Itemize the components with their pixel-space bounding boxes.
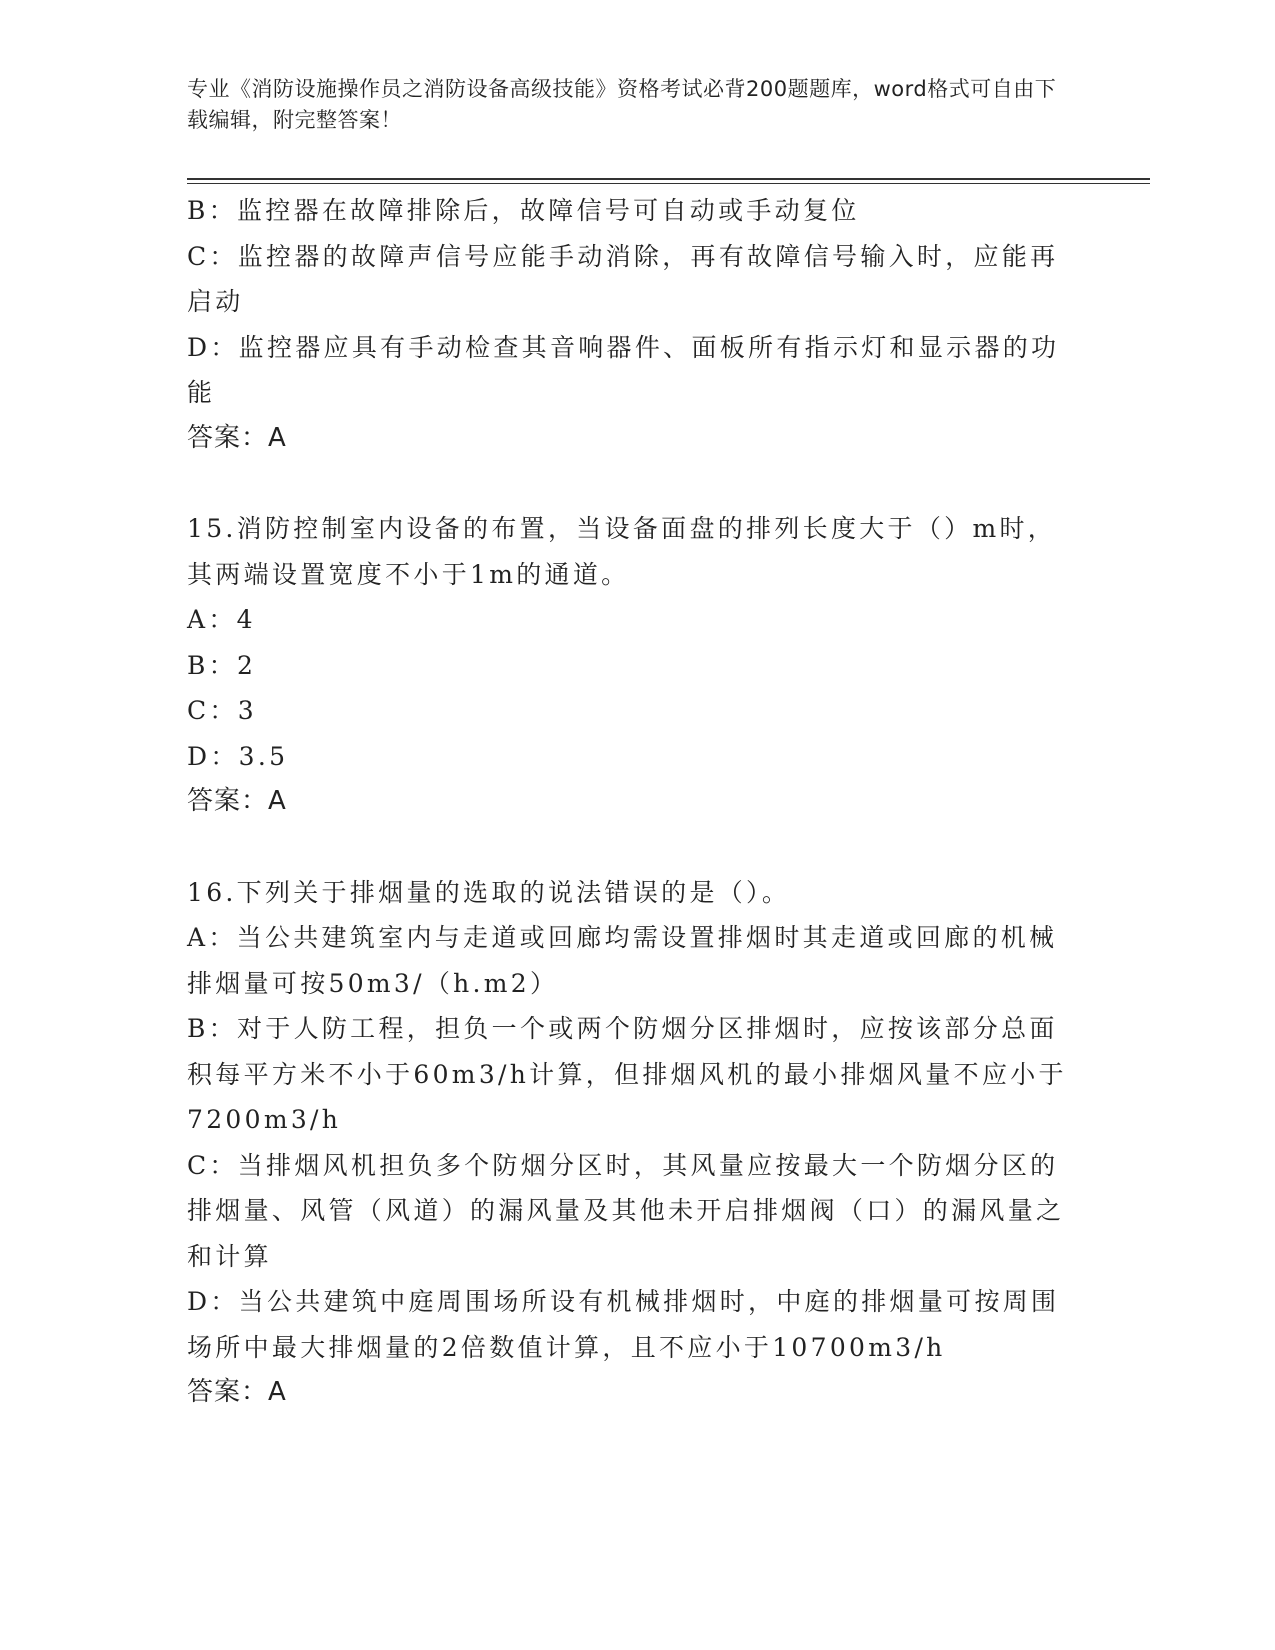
- option-c: C：当排烟风机担负多个防烟分区时，其风量应按最大一个防烟分区的排烟量、风管（风道）的漏风量及其他未开启排烟阀（口）的漏风量之和计算: [187, 1150, 1065, 1271]
- option-d: D：监控器应具有手动检查其音响器件、面板所有指示灯和显示器的功能: [187, 332, 1060, 407]
- question-16: [187, 870, 1072, 1416]
- option-c: C：3: [187, 696, 257, 725]
- header-rule-thick: [187, 178, 1150, 180]
- option-c: C：监控器的故障声信号应能手动消除，再有故障信号输入时，应能再启动: [187, 241, 1059, 316]
- question-stem: 15.消防控制室内设备的布置，当设备面盘的排列长度大于（）m时，其两端设置宽度不小于1m的通道。: [187, 514, 1057, 589]
- spacer: [187, 825, 1072, 870]
- option-b: B：监控器在故障排除后，故障信号可自动或手动复位: [187, 196, 860, 225]
- option-b: B：2: [187, 650, 257, 680]
- option-a: A：4: [187, 605, 256, 634]
- prev-question: [187, 188, 1072, 461]
- spacer: [187, 461, 1072, 506]
- question-15: [187, 506, 1072, 825]
- option-a: A：当公共建筑室内与走道或回廊均需设置排烟时其走道或回廊的机械排烟量可按50m3/（h.m2）: [187, 923, 1058, 998]
- option-d: D：3.5: [187, 741, 289, 771]
- answer: 答案：A: [187, 786, 287, 816]
- header-rule-thin: [187, 183, 1150, 184]
- question-content: [187, 188, 1072, 1416]
- page-header: 专业《消防设施操作员之消防设备高级技能》资格考试必背200题题库，word格式可自由下载编辑，附完整答案！: [187, 77, 1057, 132]
- option-d: D：当公共建筑中庭周围场所设有机械排烟时，中庭的排烟量可按周围场所中最大排烟量的2倍数值计算，且不应小于10700m3/h: [187, 1287, 1060, 1362]
- option-b: B：对于人防工程，担负一个或两个防烟分区排烟时，应按该部分总面积每平方米不小于60m3/h计算，但排烟风机的最小排烟风量不应小于7200m3/h: [187, 1014, 1067, 1134]
- answer: 答案：A: [187, 1377, 287, 1407]
- question-stem: 16.下列关于排烟量的选取的说法错误的是（）。: [187, 877, 791, 907]
- answer: 答案：A: [187, 422, 287, 453]
